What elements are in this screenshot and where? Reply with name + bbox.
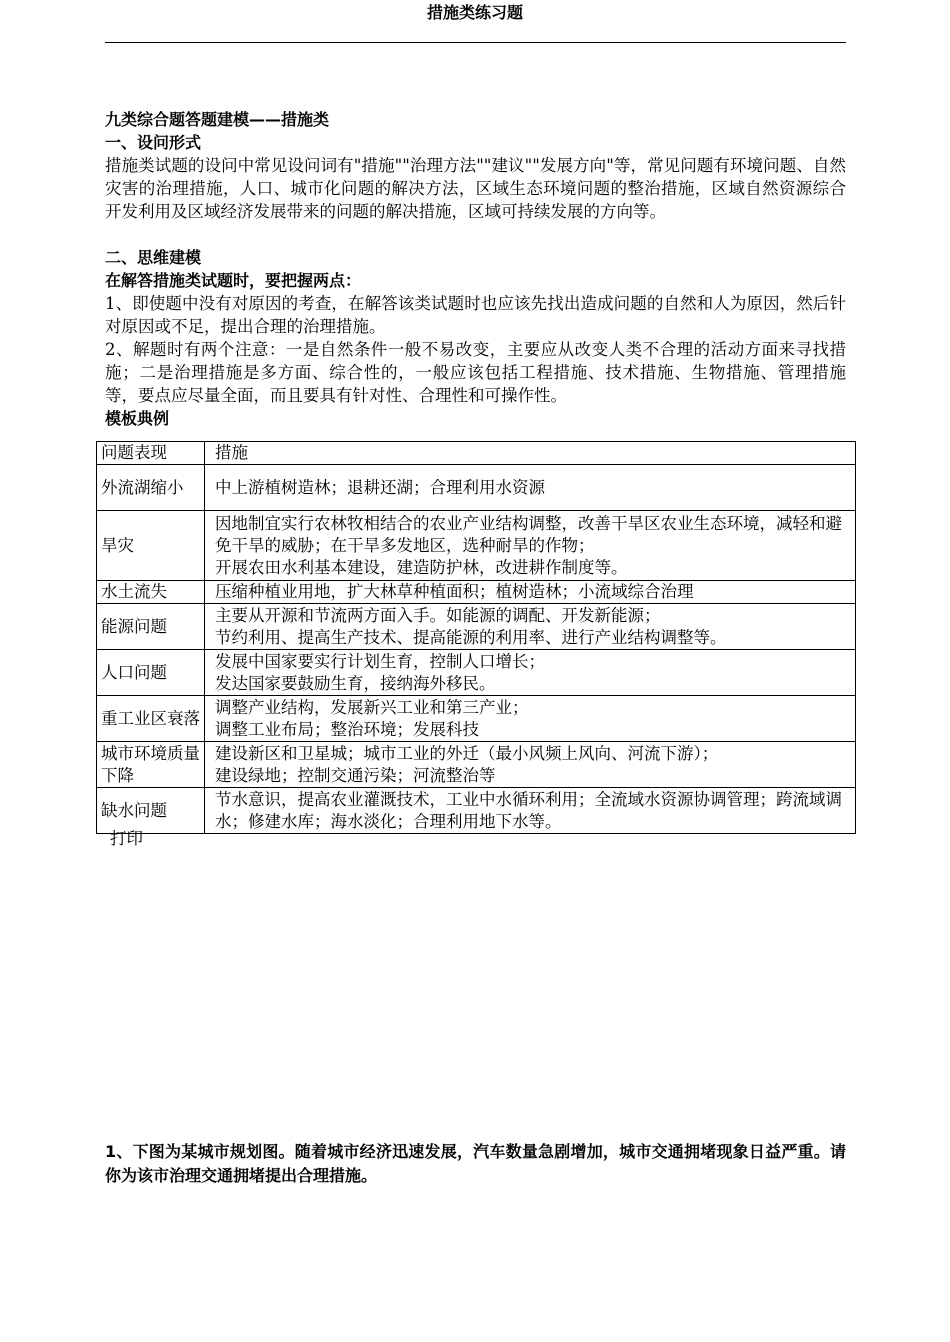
document-body — [105, 108, 846, 430]
measure-line: 建设新区和卫星城；城市工业的外迁（最小风频上风向、河流下游）； — [215, 743, 719, 763]
measure-line: 主要从开源和节流两方面入手。如能源的调配、开发新能源； — [215, 605, 661, 625]
spacer — [105, 223, 846, 246]
table-header-row — [97, 442, 856, 465]
measure-line: 调整产业结构，发展新兴工业和第三产业； — [215, 697, 529, 717]
measure-line: 发展中国家要实行计划生育，控制人口增长； — [215, 651, 545, 671]
problem-cell: 能源问题 — [97, 604, 205, 650]
measure-line: 压缩种植业用地，扩大林草种植面积；植树造林；小流域综合治理 — [215, 582, 694, 601]
problem-cell: 旱灾 — [97, 511, 205, 581]
section2-heading: 二、思维建模 — [105, 248, 202, 267]
measures-cell — [205, 788, 856, 834]
print-label: 打印 — [110, 829, 143, 848]
header-problem: 问题表现 — [97, 442, 205, 465]
measure-line: 建设绿地；控制交通污染；河流整治等 — [215, 765, 496, 785]
problem-cell: 人口问题 — [97, 650, 205, 696]
measures-cell — [205, 696, 856, 742]
header-measures: 措施 — [205, 442, 856, 465]
main-title: 九类综合题答题建模——措施类 — [105, 110, 330, 129]
measures-cell — [205, 742, 856, 788]
section1-heading: 一、设问形式 — [105, 133, 202, 152]
table-row — [97, 581, 856, 604]
table-row — [97, 604, 856, 650]
table-row — [97, 696, 856, 742]
point-1: 1、即使题中没有对原因的考查，在解答该类试题时也应该先找出造成问题的自然和人为原因，然后针对原因或不足，提出合理的治理措施。 — [105, 294, 846, 336]
table-row — [97, 788, 856, 834]
problem-cell: 城市环境质量下降 — [97, 742, 205, 788]
measures-table — [96, 441, 856, 834]
problem-cell: 水土流失 — [97, 581, 205, 604]
page-header-title: 措施类练习题 — [426, 3, 523, 22]
measure-line: 发达国家要鼓励生育，接纳海外移民。 — [215, 673, 496, 693]
measure-line: 中上游植树造林；退耕还湖；合理利用水资源 — [215, 477, 545, 497]
measures-cell — [205, 604, 856, 650]
section2-subheading: 在解答措施类试题时，要把握两点： — [105, 271, 362, 290]
template-heading: 模板典例 — [105, 409, 170, 428]
table-row — [97, 742, 856, 788]
measure-line: 调整工业布局；整治环境；发展科技 — [215, 719, 479, 739]
measure-line: 节约利用、提高生产技术、提高能源的利用率、进行产业结构调整等。 — [215, 627, 727, 647]
measures-cell — [205, 650, 856, 696]
problem-cell: 重工业区衰落 — [97, 696, 205, 742]
header-rule — [105, 42, 846, 43]
measure-line: 开展农田水利基本建设，建造防护林，改进耕作制度等。 — [215, 557, 628, 577]
section1-text: 措施类试题的设问中常见设问词有"措施""治理方法""建议""发展方向"等，常见问题有环境问题、自然灾害的治理措施，人口、城市化问题的解决方法，区域生态环境问题的整治措施，区域自然资源综合开发利用及区域经济发展带来的问题的解决措施，区域可持续发展的方向等。 — [105, 156, 846, 221]
table-row — [97, 465, 856, 511]
measures-cell — [205, 511, 856, 581]
table-row — [97, 650, 856, 696]
measures-cell — [205, 465, 856, 511]
problem-cell: 缺水问题 — [97, 788, 205, 834]
point-2: 2、解题时有两个注意：一是自然条件一般不易改变，主要应从改变人类不合理的活动方面来寻找措施；二是治理措施是多方面、综合性的，一般应该包括工程措施、技术措施、生物措施、管理措施等，要点应尽量全面，而且要具有针对性、合理性和可操作性。 — [105, 340, 846, 405]
problem-cell: 外流湖缩小 — [97, 465, 205, 511]
question-1: 1、下图为某城市规划图。随着城市经济迅速发展，汽车数量急剧增加，城市交通拥堵现象日益严重。请你为该市治理交通拥堵提出合理措施。 — [105, 1142, 846, 1185]
measure-line: 因地制宜实行农林牧相结合的农业产业结构调整，改善干旱区农业生态环境，减轻和避免干旱的威胁；在干旱多发地区，选种耐旱的作物； — [215, 513, 842, 555]
measure-line: 节水意识，提高农业灌溉技术，工业中水循环利用；全流域水资源协调管理；跨流域调水；修建水库；海水淡化；合理利用地下水等。 — [215, 789, 842, 831]
table-row — [97, 511, 856, 581]
measures-cell — [205, 581, 856, 604]
